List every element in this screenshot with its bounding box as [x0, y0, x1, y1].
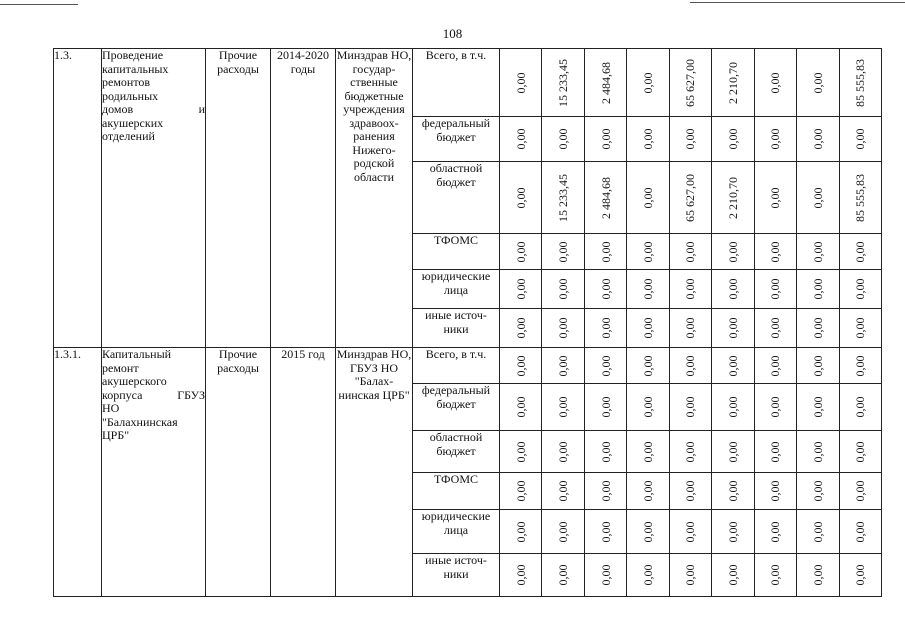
program-table	[53, 48, 882, 597]
value-cell: 0,00	[542, 234, 584, 270]
source-label: федеральный бюджет	[413, 384, 500, 431]
executor: Минздрав НО, государ-ственные бюджетные учреждения здравоох-ранения Нижего-родской области	[336, 49, 413, 348]
value-cell: 0,00	[542, 473, 584, 510]
value-cell: 0,00	[584, 270, 626, 309]
value-cell: 0,00	[797, 49, 839, 117]
expense-type: Прочие расходы	[206, 49, 271, 348]
value-cell: 0,00	[797, 384, 839, 431]
value-cell: 0,00	[542, 270, 584, 309]
value-cell: 65 627,00	[669, 162, 711, 234]
value-cell: 0,00	[627, 431, 669, 473]
value-cell: 0,00	[839, 270, 881, 309]
value-cell: 0,00	[797, 270, 839, 309]
value-cell: 0,00	[712, 270, 754, 309]
value-cell: 0,00	[584, 431, 626, 473]
value-cell: 0,00	[712, 309, 754, 348]
value-cell: 0,00	[754, 162, 796, 234]
source-label: областной бюджет	[413, 431, 500, 473]
value-cell: 0,00	[584, 473, 626, 510]
value-cell: 0,00	[584, 510, 626, 554]
value-cell: 0,00	[839, 510, 881, 554]
value-cell: 0,00	[712, 384, 754, 431]
value-cell: 0,00	[797, 309, 839, 348]
value-cell: 2 210,70	[712, 162, 754, 234]
value-cell: 0,00	[669, 431, 711, 473]
value-cell: 0,00	[500, 384, 542, 431]
value-cell: 2 484,68	[584, 162, 626, 234]
source-label: Всего, в т.ч.	[413, 49, 500, 117]
value-cell: 0,00	[839, 309, 881, 348]
value-cell: 0,00	[627, 473, 669, 510]
value-cell: 0,00	[754, 270, 796, 309]
source-label: областной бюджет	[413, 162, 500, 234]
value-cell: 0,00	[712, 117, 754, 162]
value-cell: 0,00	[627, 554, 669, 597]
source-label: иные источ-ники	[413, 554, 500, 597]
value-cell: 0,00	[584, 309, 626, 348]
value-cell: 2 210,70	[712, 49, 754, 117]
value-cell: 0,00	[754, 431, 796, 473]
value-cell: 0,00	[627, 234, 669, 270]
value-cell: 85 555,83	[839, 49, 881, 117]
source-label: юридические лица	[413, 270, 500, 309]
value-cell: 0,00	[584, 234, 626, 270]
value-cell: 0,00	[542, 431, 584, 473]
source-label: ТФОМС	[413, 473, 500, 510]
value-cell: 0,00	[500, 49, 542, 117]
value-cell: 65 627,00	[669, 49, 711, 117]
value-cell: 0,00	[712, 234, 754, 270]
value-cell: 0,00	[839, 431, 881, 473]
source-label: Всего, в т.ч.	[413, 348, 500, 384]
value-cell: 15 233,45	[542, 49, 584, 117]
source-label: юридические лица	[413, 510, 500, 554]
source-label: ТФОМС	[413, 234, 500, 270]
value-cell: 0,00	[754, 510, 796, 554]
page-number: 108	[442, 26, 463, 41]
value-cell: 0,00	[627, 117, 669, 162]
executor: Минздрав НО, ГБУЗ НО "Балах-нинская ЦРБ"	[336, 348, 413, 597]
source-label: федеральный бюджет	[413, 117, 500, 162]
source-label: иные источ-ники	[413, 309, 500, 348]
value-cell: 0,00	[754, 117, 796, 162]
value-cell: 0,00	[712, 431, 754, 473]
value-cell: 0,00	[797, 117, 839, 162]
value-cell: 0,00	[669, 384, 711, 431]
value-cell: 0,00	[584, 348, 626, 384]
value-cell: 0,00	[754, 384, 796, 431]
value-cell: 0,00	[542, 384, 584, 431]
value-cell: 0,00	[542, 510, 584, 554]
value-cell: 0,00	[627, 384, 669, 431]
value-cell: 0,00	[584, 117, 626, 162]
value-cell: 0,00	[754, 309, 796, 348]
value-cell: 0,00	[797, 162, 839, 234]
value-cell: 0,00	[797, 234, 839, 270]
value-cell: 0,00	[669, 510, 711, 554]
table-row	[54, 49, 882, 117]
value-cell: 0,00	[754, 554, 796, 597]
value-cell: 0,00	[500, 473, 542, 510]
table-row	[54, 348, 882, 384]
value-cell: 0,00	[500, 510, 542, 554]
value-cell: 0,00	[584, 554, 626, 597]
value-cell: 0,00	[500, 431, 542, 473]
item-name: Капитальный ремонт акушерского корпуса ГБУЗ НО "Балахнинская ЦРБ"	[102, 348, 206, 597]
value-cell: 0,00	[797, 554, 839, 597]
period: 2014-2020 годы	[271, 49, 336, 348]
value-cell: 0,00	[627, 49, 669, 117]
value-cell: 0,00	[754, 348, 796, 384]
value-cell: 0,00	[839, 234, 881, 270]
value-cell: 0,00	[500, 309, 542, 348]
value-cell: 15 233,45	[542, 162, 584, 234]
value-cell: 0,00	[712, 554, 754, 597]
value-cell: 0,00	[500, 234, 542, 270]
value-cell: 0,00	[542, 117, 584, 162]
value-cell: 0,00	[500, 554, 542, 597]
value-cell: 0,00	[712, 348, 754, 384]
value-cell: 0,00	[669, 234, 711, 270]
value-cell: 0,00	[712, 473, 754, 510]
value-cell: 0,00	[627, 309, 669, 348]
value-cell: 0,00	[669, 473, 711, 510]
item-number: 1.3.1.	[54, 348, 102, 597]
value-cell: 0,00	[500, 117, 542, 162]
value-cell: 2 484,68	[584, 49, 626, 117]
value-cell: 0,00	[839, 554, 881, 597]
value-cell: 0,00	[839, 117, 881, 162]
value-cell: 0,00	[542, 554, 584, 597]
value-cell: 0,00	[797, 348, 839, 384]
value-cell: 0,00	[797, 510, 839, 554]
value-cell: 0,00	[669, 554, 711, 597]
value-cell: 0,00	[669, 348, 711, 384]
value-cell: 0,00	[627, 510, 669, 554]
period: 2015 год	[271, 348, 336, 597]
value-cell: 0,00	[839, 348, 881, 384]
value-cell: 0,00	[500, 162, 542, 234]
scan-artifact-line-left	[0, 4, 78, 5]
value-cell: 0,00	[669, 117, 711, 162]
value-cell: 0,00	[669, 309, 711, 348]
value-cell: 85 555,83	[839, 162, 881, 234]
value-cell: 0,00	[754, 473, 796, 510]
value-cell: 0,00	[627, 270, 669, 309]
value-cell: 0,00	[712, 510, 754, 554]
value-cell: 0,00	[584, 384, 626, 431]
value-cell: 0,00	[797, 431, 839, 473]
value-cell: 0,00	[754, 49, 796, 117]
value-cell: 0,00	[627, 162, 669, 234]
item-number: 1.3.	[54, 49, 102, 348]
value-cell: 0,00	[839, 384, 881, 431]
scan-artifact-line-right	[690, 2, 905, 3]
expense-type: Прочие расходы	[206, 348, 271, 597]
value-cell: 0,00	[627, 348, 669, 384]
value-cell: 0,00	[542, 309, 584, 348]
value-cell: 0,00	[839, 473, 881, 510]
value-cell: 0,00	[754, 234, 796, 270]
value-cell: 0,00	[542, 348, 584, 384]
item-name: Проведение капитальных ремонтов родильных домов и акушерских отделений	[102, 49, 206, 348]
value-cell: 0,00	[797, 473, 839, 510]
value-cell: 0,00	[500, 270, 542, 309]
value-cell: 0,00	[669, 270, 711, 309]
value-cell: 0,00	[500, 348, 542, 384]
